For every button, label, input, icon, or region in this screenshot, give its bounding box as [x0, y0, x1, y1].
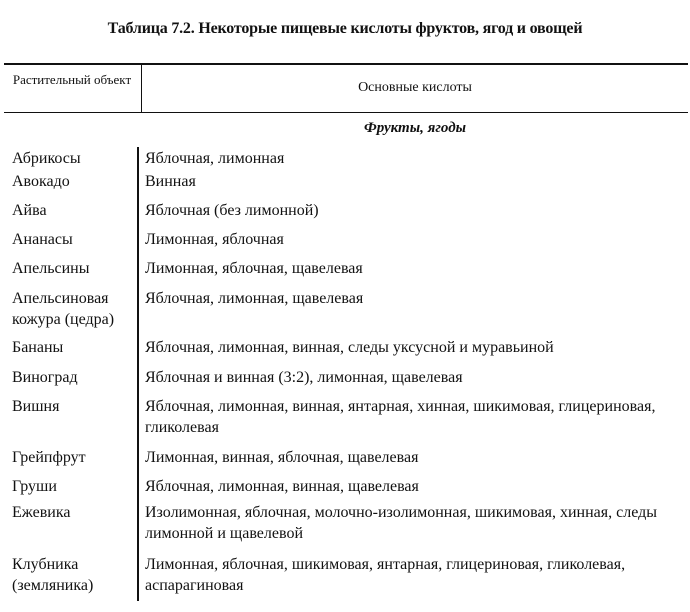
plant-object: Абрикосы: [12, 150, 81, 167]
table-row: [0, 366, 690, 395]
plant-object: Клубника (земляника): [12, 556, 94, 594]
top-rule: [4, 63, 688, 65]
table-row: [0, 336, 690, 366]
plant-object: Грейпфрут: [12, 449, 86, 466]
plant-object: Груши: [12, 478, 57, 495]
table-row: [0, 446, 690, 475]
acids: Лимонная, яблочная, щавелевая: [137, 257, 690, 287]
plant-object: Ананасы: [12, 231, 73, 248]
table-row: [0, 257, 690, 287]
plant-object: Бананы: [12, 339, 64, 356]
acids: Яблочная, лимонная, винная, щавелевая: [137, 475, 690, 501]
acids: Яблочная, лимонная: [137, 147, 690, 170]
table-row: [0, 475, 690, 501]
header-main-acids: Основные кислоты: [358, 80, 472, 95]
acids: Лимонная, яблочная: [137, 228, 690, 257]
acids: Винная: [137, 170, 690, 199]
acids: Яблочная, лимонная, щавелевая: [137, 287, 690, 336]
acids: Изолимонная, яблочная, молочно-изолимонная, шикимовая, хинная, следы лимонной и щавелевой: [137, 501, 690, 553]
plant-object: Авокадо: [12, 173, 70, 190]
table-row: [0, 553, 690, 601]
table-row: [0, 228, 690, 257]
plant-object: Виноград: [12, 369, 78, 386]
table-row: [0, 199, 690, 228]
table-row: [0, 147, 690, 170]
plant-object: Апельсиновая кожура (цедра): [12, 290, 115, 328]
header-bottom-rule: [4, 112, 688, 113]
acids: Яблочная и винная (3:2), лимонная, щавелевая: [137, 366, 690, 395]
plant-object: Апельсины: [12, 260, 90, 277]
table-row: [0, 395, 690, 446]
acids: Яблочная, лимонная, винная, янтарная, хинная, шикимовая, глицериновая, гликолевая: [137, 395, 690, 446]
acids: Яблочная, лимонная, винная, следы уксусной и муравьиной: [137, 336, 690, 366]
section-title: Фрукты, ягоды: [363, 120, 467, 136]
header-plant-object: Растительный объект: [12, 72, 132, 87]
plant-object: Ежевика: [12, 504, 71, 521]
table-body: [0, 147, 690, 601]
acids: Лимонная, яблочная, шикимовая, янтарная, глицериновая, гликолевая, аспарагиновая: [137, 553, 690, 601]
plant-object: Вишня: [12, 398, 60, 415]
table-row: [0, 501, 690, 553]
plant-object: Айва: [12, 202, 47, 219]
table-title: Таблица 7.2. Некоторые пищевые кислоты фруктов, ягод и овощей: [107, 20, 583, 37]
table-row: [0, 287, 690, 336]
acids: Лимонная, винная, яблочная, щавелевая: [137, 446, 690, 475]
acids: Яблочная (без лимонной): [137, 199, 690, 228]
table-row: [0, 170, 690, 199]
